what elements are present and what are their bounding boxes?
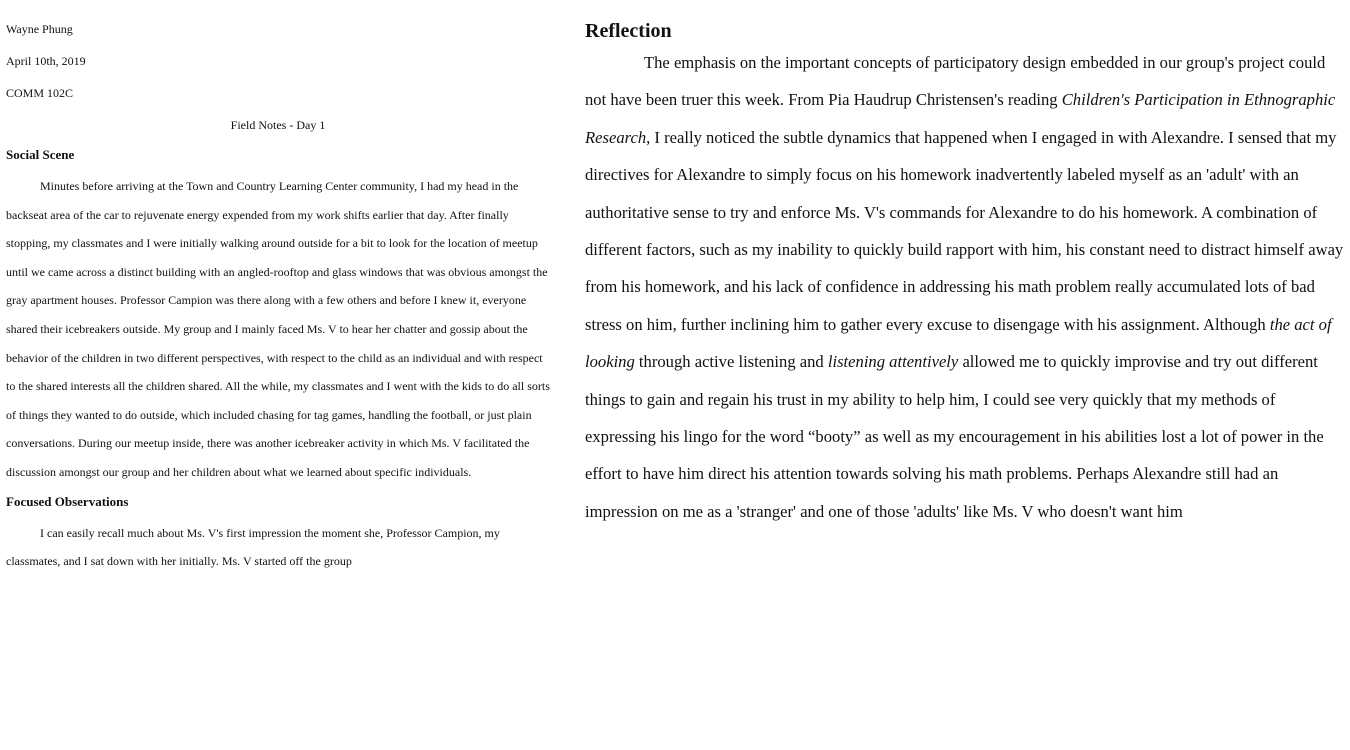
focused-observations-paragraph: I can easily recall much about Ms. V's first impression the moment she, Professor Campion, my classmates, and I sat down with her initially. Ms. V started off the group: [6, 525, 500, 569]
listening-attentively-italic: listening attentively: [827, 352, 959, 372]
act-of-looking-italic: the act of looking: [585, 314, 1332, 372]
course-code: COMM 102C: [6, 86, 74, 100]
focused-observations-heading: Focused Observations: [6, 493, 129, 509]
reading-title-italic: Children's Participation in Ethnographic Research: [585, 90, 1336, 147]
reflection-heading: Reflection: [585, 20, 672, 42]
author-name: Wayne Phung: [6, 22, 73, 36]
reflection-text-segment: The emphasis on the important concepts of participatory design embedded in our group's project could not have been truer this week. From Pia Haudrup Christensen's reading: [585, 53, 1326, 110]
document-title: Field Notes - Day 1: [230, 118, 326, 132]
document-date: April 10th, 2019: [6, 54, 86, 68]
reflection-text-segment: allowed me to quickly improvise and try out different things to gain and regain his trust in my ability to help him, I could see very quickly that my methods of expressing his lingo for the word “booty” as well as my encouragement in his abilities lost a lot of power in the effort to have him direct his attention towards solving his math problems. Perhaps Alexandre still had an impression on me as a 'stranger' and one of those 'adults' like Ms. V who doesn't want him: [585, 352, 1324, 521]
reflection-text-segment: , I really noticed the subtle dynamics that happened when I engaged in with Alexandre. I sensed that my directives for Alexandre to simply focus on his homework inadvertently labeled myself as an 'adult' with an authoritative sense to try and enforce Ms. V's commands for Alexandre to do his homework. A combination of different factors, such as my inability to quickly build rapport with him, his constant need to distract himself away from his homework, and his lack of confidence in addressing his math problem really accumulated lots of bad stress on him, further inclining him to gather every excuse to disengage with his assignment. Although: [585, 127, 1344, 334]
reflection-page: [585, 0, 1345, 750]
reflection-paragraph: [585, 44, 1345, 530]
social-scene-heading: Social Scene: [6, 147, 75, 162]
social-scene-paragraph: Minutes before arriving at the Town and Country Learning Center community, I had my head in the backseat area of the car to rejuvenate energy expended from my work shifts earlier that day. After finally stopping, my classmates and I were initially walking around outside for a bit to look for the location of meetup until we came across a distinct building with an angled-rooftop and glass windows that was obvious amongst the gray apartment houses. Professor Campion was there along with a few others and before I knew it, everyone shared their icebreakers outside. My group and I mainly faced Ms. V to hear her chatter and gossip about the behavior of the children in two different perspectives, with respect to the child as an individual and with respect to the shared interests all the children shared. All the while, my classmates and I went with the kids to do all sorts of things they wanted to do outside, which included chasing for tag games, handling the football, or just plain conversations. During our meetup inside, there was another icebreaker activity in which Ms. V facilitated the discussion amongst our group and her children about what we learned about specific individuals.: [6, 179, 550, 479]
field-notes-page: [0, 0, 560, 750]
reflection-text-segment: through active listening and: [634, 352, 828, 372]
